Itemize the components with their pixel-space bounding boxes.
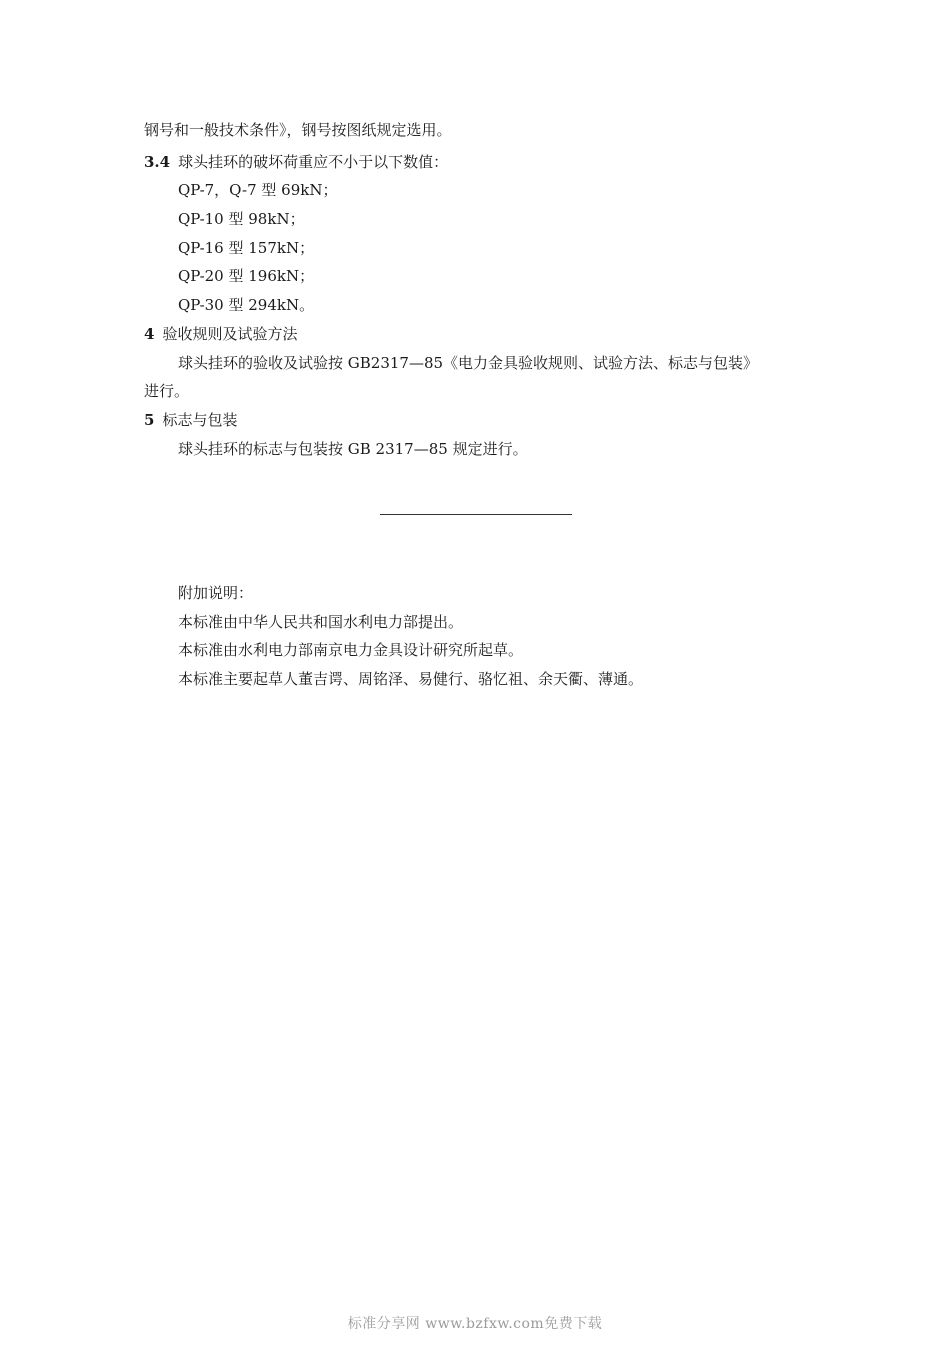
section-4-number: 4 xyxy=(144,325,155,343)
section-5-title: 标志与包装 xyxy=(162,411,238,429)
load-item-qp7: QP-7，Q-7 型 69kN； xyxy=(178,181,338,199)
section-3-4-heading xyxy=(144,152,448,172)
load-item-qp10: QP-10 型 98kN； xyxy=(178,210,305,228)
appendix-heading: 附加说明： xyxy=(178,584,254,602)
section-4-body-line2: 进行。 xyxy=(144,382,190,400)
appendix-line-drafter: 本标准由水利电力部南京电力金具设计研究所起草。 xyxy=(178,641,524,659)
appendix-line-proposer: 本标准由中华人民共和国水利电力部提出。 xyxy=(178,613,464,631)
footer-watermark: 标准分享网 www.bzfxw.com免费下载 xyxy=(347,1316,603,1332)
section-3-4-title: 球头挂环的破坏荷重应不小于以下数值： xyxy=(178,153,449,171)
section-4-title: 验收规则及试验方法 xyxy=(162,325,298,343)
section-4-body-line1: 球头挂环的验收及试验按 GB2317—85《电力金具验收规则、试验方法、标志与包装》 xyxy=(178,354,759,372)
section-5-body: 球头挂环的标志与包装按 GB 2317—85 规定进行。 xyxy=(178,440,528,458)
end-divider xyxy=(380,514,572,515)
intro-line: 钢号和一般技术条件》，钢号按图纸规定选用。 xyxy=(144,121,452,139)
section-4-heading xyxy=(144,324,297,344)
section-3-4-number: 3.4 xyxy=(144,153,171,171)
load-item-qp30: QP-30 型 294kN。 xyxy=(178,296,315,314)
load-item-qp20: QP-20 型 196kN； xyxy=(178,267,315,285)
load-item-qp16: QP-16 型 157kN； xyxy=(178,239,315,257)
appendix-line-authors: 本标准主要起草人董吉谔、周铭泽、易健行、骆忆祖、余天衢、薄通。 xyxy=(178,670,644,688)
section-5-number: 5 xyxy=(144,411,155,429)
section-5-heading xyxy=(144,410,237,430)
